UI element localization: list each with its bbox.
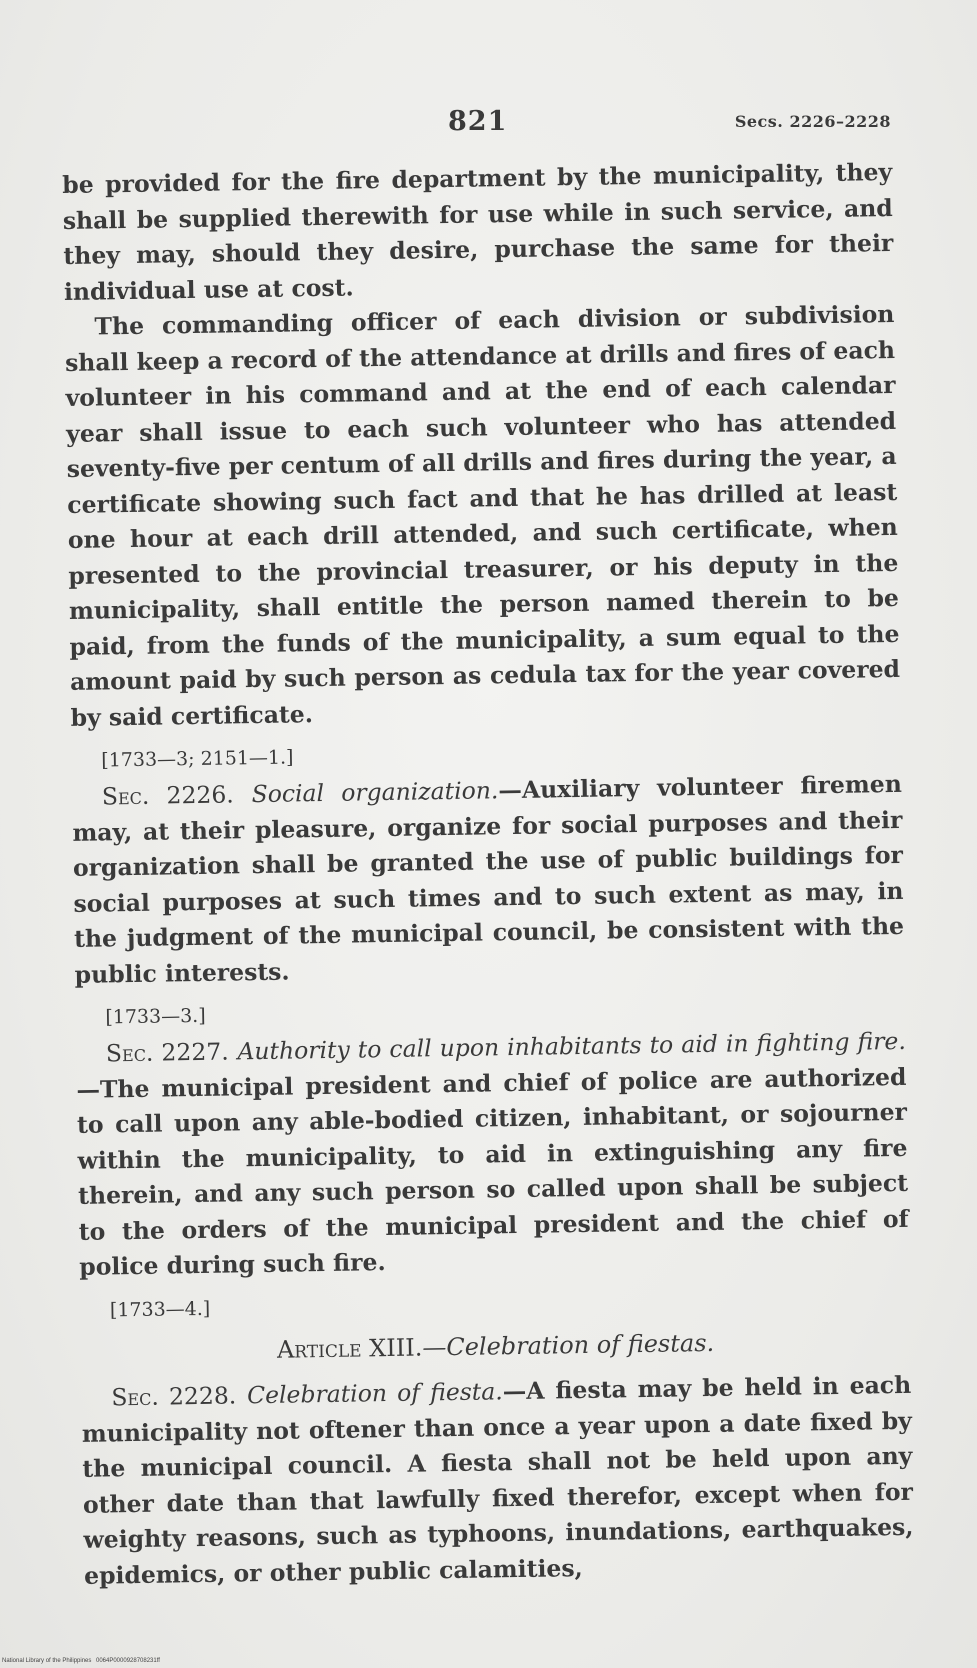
citation-2227: [1733—4.]	[109, 1297, 211, 1321]
section-2228-label: Sec. 2228.	[111, 1381, 237, 1412]
section-2227-body: —The municipal president and chief of police are authorized to call upon any able-bodied citizen, inhabitant, or sojourner within the municipality, to aid in extinguishing any fire therein, and any such person so called upon shall be subject to the orders of the municipal president and the chief of police during such fire.	[76, 1062, 909, 1281]
article-heading	[80, 1322, 910, 1371]
citation-2226: [1733—3.]	[105, 1004, 206, 1029]
paragraph-commanding-officer: The commanding officer of each division or subdivision shall keep a record of the attendance at drills and fires of each volunteer in his command and at the end of each calendar year shall issue to each such volunteer who has attended seventy-five per centum of all drills and fires during the year, a certificate showing such fact and that he has drilled at least one hour at each drill attended, and such certificate, when presented to the provincial treasurer, or his deputy in the municipality, shall entitle the person named therein to be paid, from the funds of the municipality, a sum equal to the amount paid by such person as cedula tax for the year covered by said certificate.	[64, 299, 901, 732]
section-2226-body: —Auxiliary volunteer firemen may, at their pleasure, organize for social purposes and their organization shall be granted the use of public buildings for social purposes at such times and to such extent as may, in the judgment of the municipal council, be consistent with the public interests.	[72, 769, 905, 989]
section-2227-title: Authority to call upon inhabitants to aid in fighting fire.	[237, 1026, 907, 1066]
article-label: Article XIII.	[276, 1332, 423, 1364]
section-2228-title: Celebration of fiesta.	[246, 1377, 503, 1410]
footer-code: 0064P0000928708231ff	[96, 1658, 160, 1664]
section-2227-label: Sec. 2227.	[105, 1037, 229, 1068]
scan-footer	[0, 1646, 977, 1668]
section-2226	[72, 767, 905, 993]
paragraph-continuation: be provided for the fire department by the municipality, they shall be supplied therewith for use while in such service, and they may, should they desire, purchase the same for their individual use at cost.	[62, 157, 894, 306]
body-text	[62, 155, 914, 1594]
running-head: Secs. 2226–2228	[734, 112, 891, 131]
section-2227	[76, 1024, 910, 1286]
section-2228-body: —A fiesta may be held in each municipality not oftener than once a year upon a date fixed by the municipal council. A fiesta shall not be held upon any other date than that lawfully fixed therefor, except when for weighty reasons, such as typhoons, inundations, earthquakes, epidemics, or other public calamities,	[81, 1370, 914, 1590]
article-title: —Celebration of fiestas.	[422, 1328, 715, 1361]
citation-2225: [1733—3; 2151—1.]	[101, 746, 294, 772]
section-2228	[81, 1368, 914, 1594]
page-header	[0, 106, 977, 146]
footer-source: National Library of the Philippines	[2, 1658, 92, 1664]
page-number: 821	[448, 106, 508, 137]
section-2226-label: Sec. 2226.	[101, 780, 234, 811]
section-2226-title: Social organization.	[251, 776, 499, 809]
